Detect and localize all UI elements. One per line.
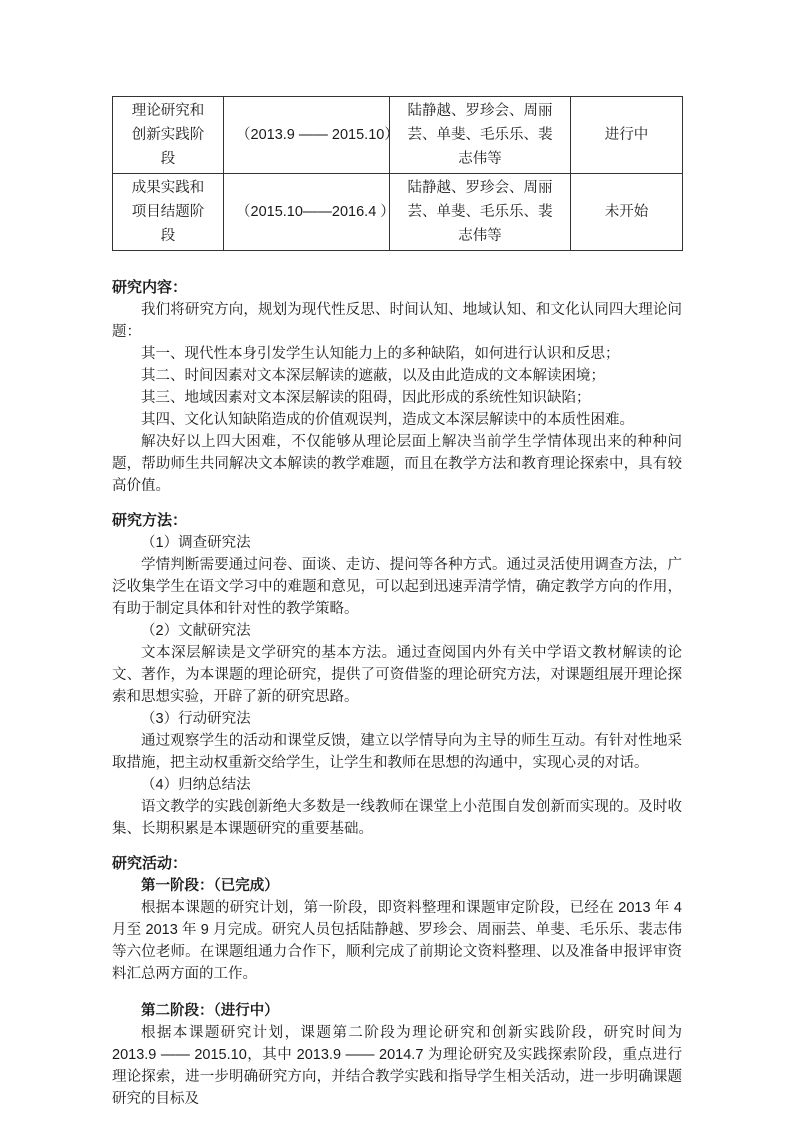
table-row-phase-2 (113, 97, 683, 174)
section-research-methods (112, 510, 682, 840)
phase-period-cell: （2015.10——2016.4 ） (224, 174, 390, 251)
paragraph: 学情判断需要通过问卷、面谈、走访、提问等各种方式。通过灵活使用调查方法，广泛收集学生在语文学习中的难题和意见，可以起到迅速弄清学情，确定教学方向的作用，有助于制定具体和针对性的教学策略。 (112, 557, 682, 617)
document-body (112, 96, 682, 1110)
phase-status-cell: 进行中 (571, 97, 683, 174)
section-research-content (112, 277, 682, 497)
paragraph: 解决好以上四大困难，不仅能够从理论层面上解决当前学生学情体现出来的种种问题，帮助师生共同解决文本解读的教学难题，而且在教学方法和教育理论探索中，具有较高价值。 (112, 434, 682, 494)
table-row-phase-3 (113, 174, 683, 251)
paragraph: 其四、文化认知缺陷造成的价值观误判，造成文本深层解读中的本质性困难。 (141, 412, 634, 428)
phase-members-cell: 陆静越、罗珍会、周丽芸、单斐、毛乐乐、裴志伟等 (390, 97, 571, 174)
phase-status-cell: 未开始 (571, 174, 683, 251)
phase-name-cell: 理论研究和创新实践阶段 (113, 97, 224, 174)
paragraph: 文本深层解读是文学研究的基本方法。通过查阅国内外有关中学语文教材解读的论文、著作，为本课题的理论研究，提供了可资借鉴的理论研究方法，对课题组展开理论探索和思想实验，开辟了新的研究思路。 (112, 645, 682, 705)
paragraph: 语文教学的实践创新绝大多数是一线教师在课堂上小范围自发创新而实现的。及时收集、长期积累是本课题研究的重要基础。 (112, 799, 682, 837)
research-phase-table (112, 96, 683, 251)
phase-name-cell: 成果实践和项目结题阶段 (113, 174, 224, 251)
section-research-activities (112, 853, 682, 1110)
section-heading-research-activities: 研究活动： (112, 855, 188, 872)
paragraph: 根据本课题研究计划，课题第二阶段为理论研究和创新实践阶段，研究时间为 2013.9 —— 2015.10，其中 2013.9 —— 2014.7 为理论研究及实践探索阶段，重点进行理论探索，进一步明确研究方向，并结合教学实践和指导学生相关活动，进一步明确课题研究的目标及 (112, 1025, 682, 1107)
method-item-label: （2）文献研究法 (141, 623, 251, 639)
section-heading-research-methods: 研究方法： (112, 512, 188, 529)
paragraph: 其一、现代性本身引发学生认知能力上的多种缺陷，如何进行认识和反思； (141, 346, 620, 362)
paragraph: 通过观察学生的活动和课堂反馈，建立以学情导向为主导的师生互动。有针对性地采取措施，把主动权重新交给学生，让学生和教师在思想的沟通中，实现心灵的对话。 (112, 733, 682, 771)
phase-period-cell: （2013.9 —— 2015.10） (224, 97, 390, 174)
paragraph: 根据本课题的研究计划，第一阶段，即资料整理和课题审定阶段，已经在 2013 年 4 月至 2013 年 9 月完成。研究人员包括陆静越、罗珍会、周丽芸、单斐、毛乐乐、裴志伟等六位老师。在课题组通力合作下，顺利完成了前期论文资料整理、以及准备申报评审资料汇总两方面的工作。 (112, 900, 682, 982)
paragraph: 我们将研究方向，规划为现代性反思、时间认知、地域认知、和文化认同四大理论问题： (112, 302, 682, 340)
stage-1-subheading: 第一阶段：（已完成） (141, 878, 279, 894)
phase-members-cell: 陆静越、罗珍会、周丽芸、单斐、毛乐乐、裴志伟等 (390, 174, 571, 251)
method-item-label: （4）归纳总结法 (141, 777, 251, 793)
method-item-label: （3）行动研究法 (141, 711, 251, 727)
paragraph: 其三、地域因素对文本深层解读的阻碍，因此形成的系统性知识缺陷； (141, 390, 591, 406)
paragraph: 其二、时间因素对文本深层解读的遮蔽，以及由此造成的文本解读困境； (141, 368, 605, 384)
method-item-label: （1）调查研究法 (141, 535, 251, 551)
section-heading-research-content: 研究内容： (112, 279, 188, 296)
stage-2-subheading: 第二阶段：（进行中） (141, 1003, 279, 1019)
